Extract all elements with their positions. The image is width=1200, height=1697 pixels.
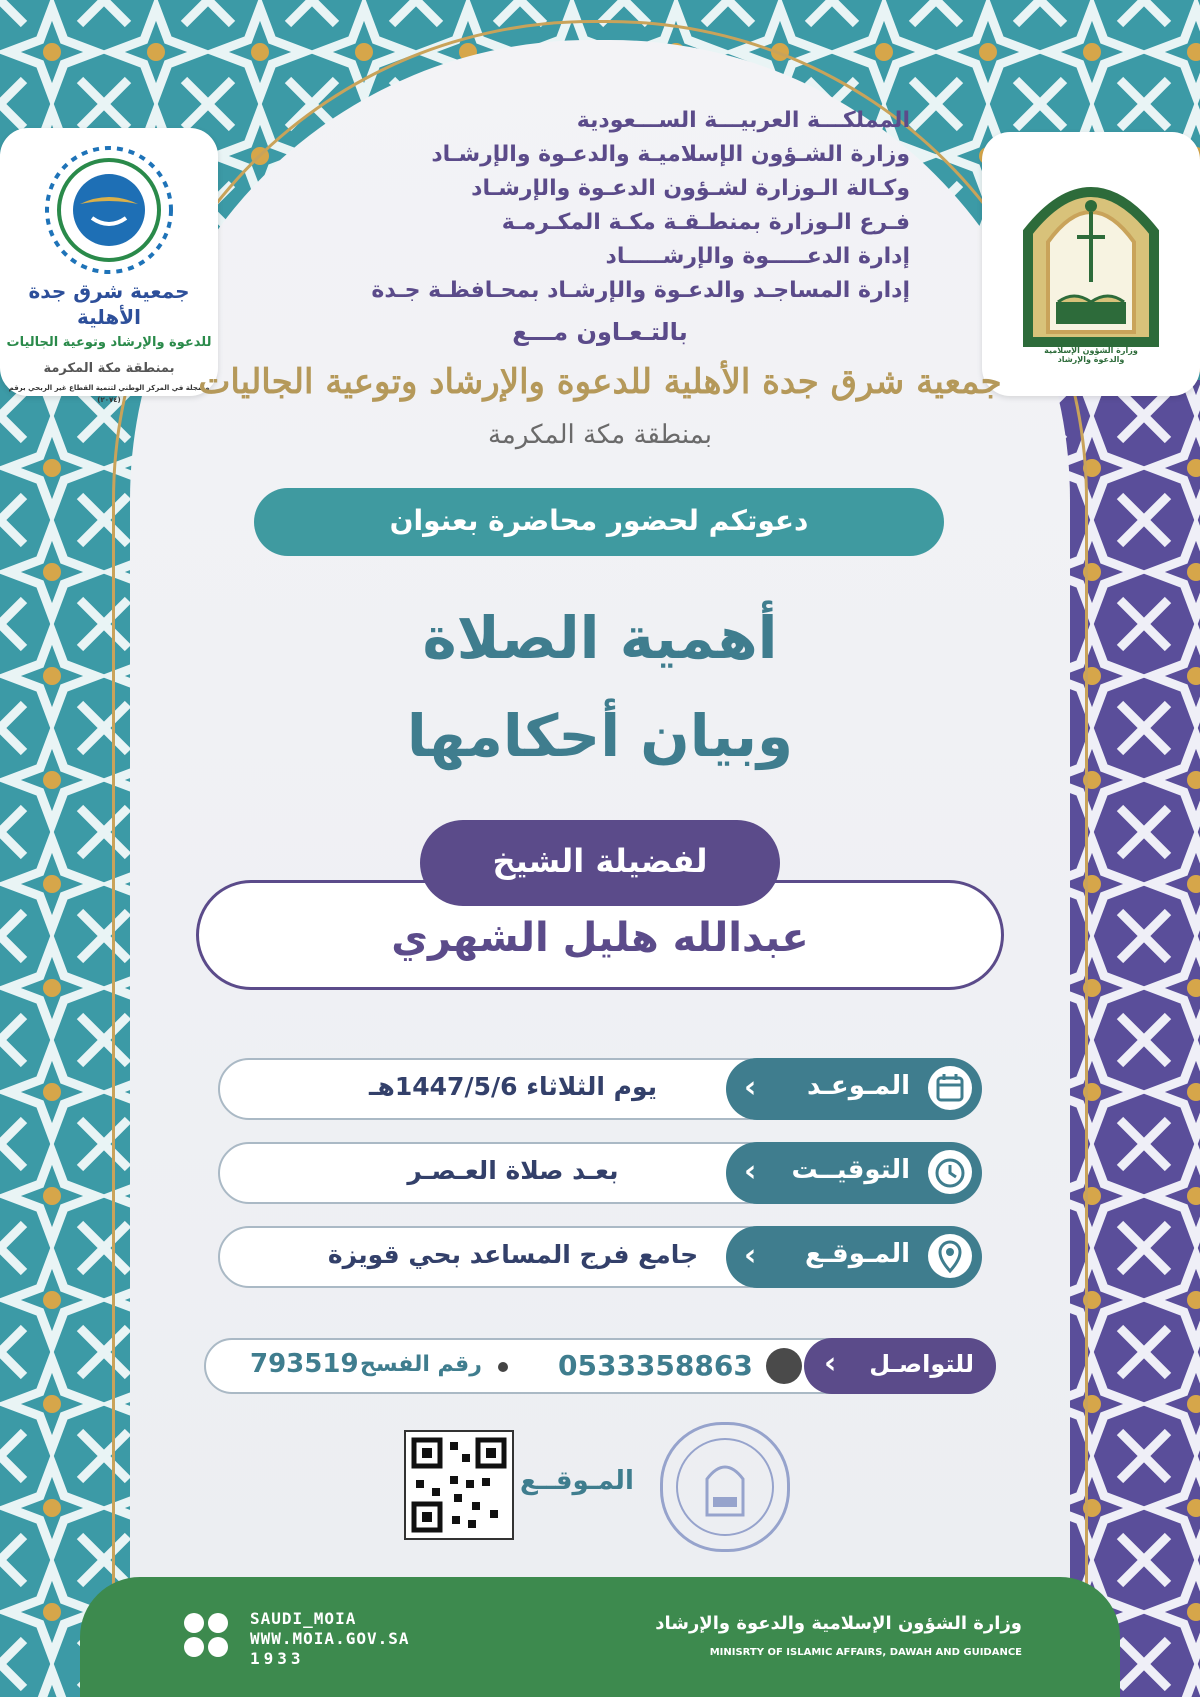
footer-ministry-ar: وزارة الشؤون الإسلامية والدعوة والإرشاد	[655, 1613, 1022, 1634]
logo-left-line4: مسجلة في المركز الوطني لتنمية القطاع غير الربحي برقم (٢٠٧٤)	[8, 384, 210, 404]
ministry-logo-text: وزارة الشؤون الإسلامية والدعوة والإرشاد	[1044, 346, 1138, 364]
qr-code[interactable]	[404, 1430, 514, 1540]
fash-label: رقم الفسح	[360, 1352, 482, 1377]
globe-emblem-icon	[0, 138, 218, 288]
association-name: جمعية شرق جدة الأهلية للدعوة والإرشاد وتوعية الجاليات	[198, 362, 1002, 402]
detail-row-date	[218, 1058, 982, 1120]
ministry-logo	[982, 132, 1200, 396]
detail-value-box	[218, 1058, 778, 1120]
footer-bar	[80, 1577, 1120, 1697]
logo-left-line3: بمنطقة مكة المكرمة	[43, 361, 175, 376]
detail-value-box	[218, 1142, 778, 1204]
sheikh-label: لفضيلة الشيخ	[492, 842, 708, 880]
association-logo	[0, 128, 218, 404]
chevron-icon: ‹	[744, 1070, 757, 1105]
footer-social-icons	[184, 1613, 230, 1659]
detail-value: بعـد صلاة العـصـر	[407, 1156, 619, 1185]
twitter-icon	[184, 1613, 204, 1633]
detail-row-time	[218, 1142, 982, 1204]
calendar-icon	[928, 1066, 972, 1110]
detail-value: يوم الثلاثاء 1447/5/6هـ	[368, 1072, 658, 1101]
whatsapp-icon	[766, 1348, 802, 1384]
header-lines	[270, 104, 910, 308]
association-region: بمنطقة مكة المكرمة	[487, 420, 713, 450]
location-pin-icon	[928, 1234, 972, 1278]
detail-row-location	[218, 1226, 982, 1288]
invitation-banner	[254, 488, 944, 556]
detail-label-pill	[726, 1058, 982, 1120]
detail-label: المـوعـد	[807, 1071, 910, 1101]
header-line-4: فـرع الـوزارة بمنطـقـة مكـة المكـرمـة	[501, 210, 910, 235]
fash-number: 793519	[250, 1349, 359, 1379]
detail-value-box	[218, 1226, 778, 1288]
header-line-3: وكـالة الـوزارة لشـؤون الدعـوة والإرشـاد	[471, 176, 910, 201]
qr-code-icon	[406, 1432, 512, 1538]
website-link[interactable]: WWW.MOIA.GOV.SA	[250, 1629, 410, 1648]
header-line-1: المملكـــة العربيـــة الســـعودية	[576, 108, 910, 133]
detail-label: التوقيــت	[791, 1155, 910, 1185]
header-line-2: وزارة الشـؤون الإسلاميـة والدعـوة والإرشـاد	[431, 142, 910, 167]
chevron-icon: ‹	[744, 1154, 757, 1189]
phone-icon	[208, 1637, 228, 1657]
social-handle: SAUDI_MOIA	[250, 1609, 357, 1628]
cooperation-label: بالتـعـاون مـــع	[512, 318, 688, 346]
detail-label: المـوقـع	[805, 1239, 910, 1269]
lecture-title-line1: أهمية الصلاة	[422, 604, 778, 672]
contact-label-pill	[804, 1338, 996, 1394]
official-stamp-icon	[660, 1422, 790, 1552]
footer-ministry-en: MINISRTY OF ISLAMIC AFFAIRS, DAWAH AND GUIDANCE	[709, 1647, 1022, 1658]
sheikh-label-pill	[420, 820, 780, 906]
chevron-icon: ‹	[744, 1238, 757, 1273]
instagram-icon	[208, 1613, 228, 1633]
location-label: المـوقــع	[520, 1466, 634, 1496]
bullet-dot	[498, 1362, 508, 1372]
contact-phone[interactable]: 0533358863	[558, 1349, 753, 1382]
clock-icon	[928, 1150, 972, 1194]
hotline-number: 1933	[250, 1649, 305, 1668]
header-line-5: إدارة الدعـــــوة والإرشـــــاد	[605, 244, 910, 269]
detail-label-pill	[726, 1226, 982, 1288]
logo-left-line1: جمعية شرق جدة الأهلية	[28, 279, 190, 329]
invitation-text: دعوتكم لحضور محاضرة بعنوان	[389, 504, 809, 537]
lecture-title-line2: وبيان أحكامها	[406, 702, 794, 770]
detail-label-pill	[726, 1142, 982, 1204]
sheikh-name: عبدالله هليل الشهري	[391, 915, 809, 961]
logo-left-line2: للدعوة والإرشاد وتوعية الجاليات	[6, 335, 212, 350]
header-line-6: إدارة المساجـد والدعـوة والإرشـاد بمحـافظـة جـدة	[371, 278, 910, 303]
contact-label: للتواصـل	[869, 1350, 974, 1378]
facebook-icon	[184, 1637, 204, 1657]
chevron-icon: ‹	[824, 1346, 837, 1381]
detail-value: جامع فرج المساعد بحي قويزة	[327, 1240, 699, 1269]
